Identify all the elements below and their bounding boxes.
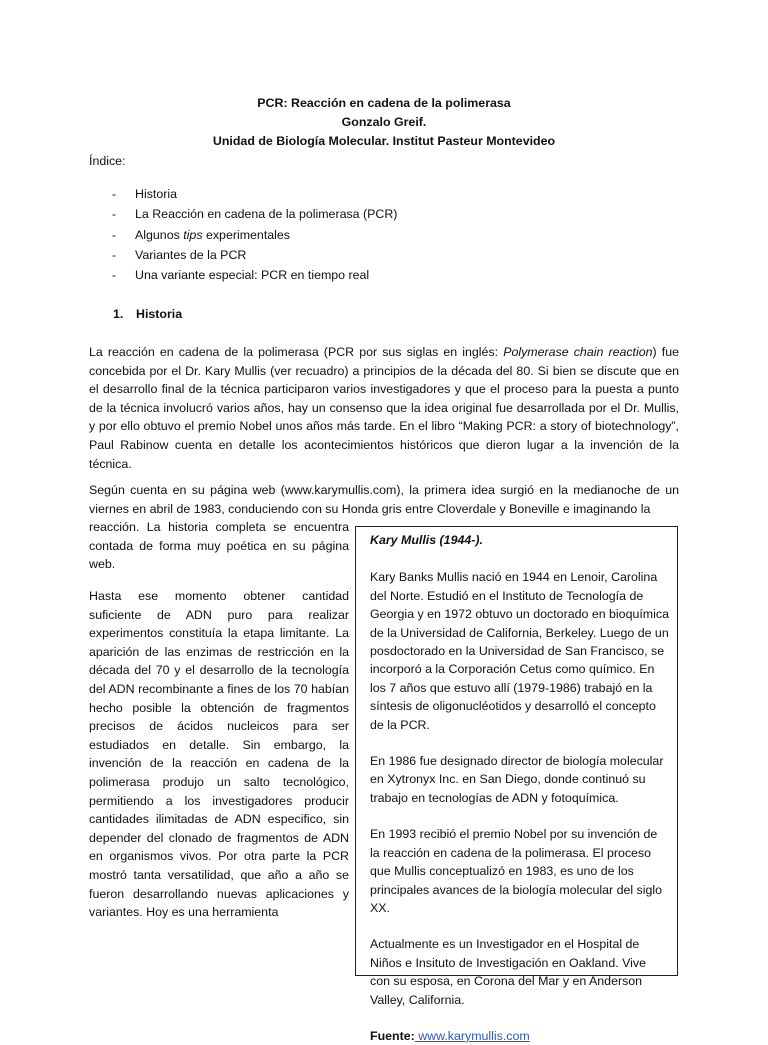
document-header [0, 94, 768, 151]
paragraph-intro-text-before: La reacción en cadena de la polimerasa (PCR por sus siglas en inglés: [89, 345, 504, 359]
sidebar-box-paragraph: En 1993 recibió el premio Nobel por su invención de la reacción en cadena de la polimerasa. El proceso que Mullis conceptualizó en 1983, es uno de los principales avances de la biología molecular del siglo XX. [370, 827, 663, 915]
source-label: Fuente: [370, 1028, 415, 1043]
index-item-label: Historia [135, 187, 177, 201]
paragraph-intro-text-after: ) fue concebida por el Dr. Kary Mullis (ver recuadro) a principios de la década del 80. Si bien se discute que en el desarrollo final de la técnica participaron varios investigadores y que el proceso para la puesta a punto de la técnica involucró varios años, hay un consenso que la idea original fue desarrollada por el Dr. Mullis, y por ello obtuvo el premio Nobel unos años más tarde. En el libro “Making PCR: a story of biotechnology”, Paul Rabinow cuenta en detalle los acontecimientos históricos que dieron lugar a la invención de la técnica. [89, 345, 680, 471]
paragraph-intro-italic: Polymerase chain reaction [503, 345, 653, 359]
sidebar-box-title: Kary Mullis (1944-). [370, 533, 483, 547]
document-affiliation: Unidad de Biología Molecular. Institut Pasteur Montevideo [212, 134, 556, 148]
index-item [112, 184, 397, 204]
sidebar-box-kary-mullis [355, 526, 678, 1043]
index-item-label: Variantes de la PCR [135, 247, 247, 262]
sidebar-box-paragraph: Kary Banks Mullis nació en 1944 en Lenoir, Carolina del Norte. Estudió en el Instituto de Tecnología de Georgia y en 1972 obtuvo un doctorado en bioquímica de la Universidad de California, Berkeley. Luego de un posdoctorado en la Universidad de San Francisco, se incorporó a la Corporación Cetus como químico. En los 7 años que estuvo allí (1979-1986) trabajó en la síntesis de oligonucléotidos y desarrolló el concepto de la PCR. [370, 570, 669, 732]
list-bullet: - [112, 207, 117, 222]
document-author: Gonzalo Greif. [341, 115, 427, 129]
sidebar-box-source [370, 1027, 669, 1045]
index-item-label-after: experimentales [202, 227, 290, 242]
paragraph-column-history: Hasta ese momento obtener cantidad suficiente de ADN puro para realizar experimentos constituía la etapa limitante. La aparición de las enzimas de restricción en la década del 70 y el desarrollo de la tecnología del ADN recombinante a fines de los 70 habían hecho posible la obtención de fragmentos precisos de ácidos nucleicos para ser estudiados en detalle. Sin embargo, la invención de la reacción en cadena de la polimerasa produjo un salto tecnológico, permitiendo a los investigadores producir cantidades ilimitadas de ADN especifico, sin depender del clonado de fragmentos de ADN en organismos vivos. Por otra parte la PCR mostró tanta versatilidad, que año a año se fueron desarrollando nuevas aplicaciones y variantes. Hoy es una herramienta [89, 589, 349, 920]
paragraph-intro [89, 343, 679, 473]
source-link[interactable]: www.karymullis.com [414, 1028, 530, 1043]
index-item-label-before: Algunos [135, 227, 184, 242]
index-title: Índice: [89, 154, 126, 168]
section-number: 1. [113, 307, 124, 321]
list-bullet: - [112, 268, 117, 283]
index-item [112, 245, 397, 265]
document-title: PCR: Reacción en cadena de la polimerasa [257, 96, 511, 110]
section-heading-historia [113, 305, 182, 324]
index-item [112, 204, 397, 224]
index-list [112, 184, 397, 285]
index-item-label: Una variante especial: PCR en tiempo real [135, 268, 370, 283]
index-item-label-italic: tips [183, 227, 203, 242]
sidebar-box-paragraph: Actualmente es un Investigador en el Hospital de Niños e Insituto de Investigación en Oakland. Vive con su esposa, en Corona del Mar y en Anderson Valley, California. [370, 937, 646, 1007]
section-title: Historia [136, 307, 183, 321]
list-bullet: - [112, 227, 117, 242]
list-bullet: - [112, 247, 117, 262]
paragraph-column-continuation: reacción. La historia completa se encuentra contada de forma muy poética en su página web. [89, 520, 349, 572]
list-bullet: - [112, 187, 117, 201]
sidebar-box-paragraph: En 1986 fue designado director de biología molecular en Xytronyx Inc. en San Diego, donde continuó su trabajo en tecnologías de ADN y fotoquímica. [370, 754, 664, 805]
paragraph-origin: Según cuenta en su página web (www.karymullis.com), la primera idea surgió en la medianoche de un viernes en abril de 1983, conduciendo con su Honda gris entre Cloverdale y Boneville e imaginando la [89, 483, 679, 516]
index-item-label: La Reacción en cadena de la polimerasa (PCR) [135, 207, 398, 222]
index-item [112, 265, 397, 285]
index-item [112, 225, 397, 245]
